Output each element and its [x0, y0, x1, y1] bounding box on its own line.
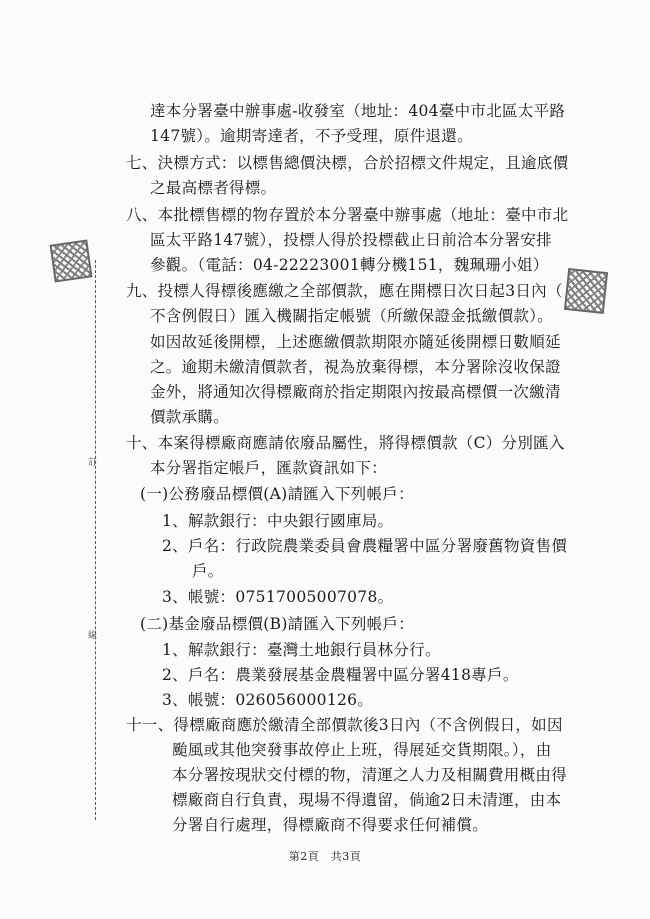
text-line: 十、本案得標廠商應請依廢品屬性，將得標價款（C）分別匯入 — [126, 434, 565, 452]
seal-stamp-left — [50, 240, 93, 283]
binding-mark-ding: 訂 — [88, 458, 98, 468]
text-line: 達本分署臺中辦事處-收發室（地址：404臺中市北區太平路 — [150, 102, 566, 120]
text-line: 標廠商自行負責，現場不得遺留，倘逾2日未清運，由本 — [172, 791, 562, 809]
text-line: 之。逾期未繳清價款者，視為放棄得標，本分署除沒收保證 — [150, 358, 561, 376]
text-line: 十一、得標廠商應於繳清全部價款後3日內（不含例假日，如因 — [126, 716, 563, 734]
text-line: 颱風或其他突發事故停止上班，得展延交貨期限。），由 — [172, 741, 552, 759]
text-line: 八、本批標售標的物存置於本分署臺中辦事處（地址：臺中市北 — [126, 206, 569, 224]
text-line: 3、帳號：026056000126。 — [162, 691, 374, 709]
text-line: 1、解款銀行：中央銀行國庫局。 — [162, 512, 394, 530]
text-line: 本分署按現狀交付標的物，清運之人力及相關費用概由得 — [172, 766, 568, 784]
text-line: 價款承購。 — [150, 408, 230, 426]
text-line: 1、解款銀行：臺灣土地銀行員林分行。 — [162, 641, 441, 659]
text-line: 本分署指定帳戶，匯款資訊如下： — [150, 459, 388, 477]
text-line: (二)基金廢品標價(B)請匯入下列帳戶： — [140, 615, 415, 633]
text-line: 如因故延後開標，上述應繳價款期限亦隨延後開標日數順延 — [150, 333, 561, 351]
text-line: (一)公務廢品標價(A)請匯入下列帳戶： — [140, 485, 414, 503]
seal-stamp-right — [564, 268, 608, 314]
text-line: 分署自行處理，得標廠商不得要求任何補償。 — [172, 816, 489, 834]
text-line: 七、決標方式：以標售總價決標，合於招標文件規定，且逾底價 — [126, 154, 569, 172]
text-line: 區太平路147號），投標人得於投標截止日前洽本分署安排 — [150, 231, 552, 249]
text-line: 戶。 — [192, 562, 224, 580]
text-line: 之最高標者得標。 — [150, 179, 277, 197]
text-line: 九、投標人得標後應繳之全部價款，應在開標日次日起3日內（ — [126, 282, 563, 300]
text-line: 金外，將通知次得標廠商於指定期限內按最高標價一次繳清 — [150, 383, 561, 401]
binding-line — [95, 260, 96, 820]
text-line: 2、戶名：農業發展基金農糧署中區分署418專戶。 — [162, 666, 519, 684]
binding-mark-xian: 線 — [88, 631, 98, 641]
text-line: 2、戶名：行政院農業委員會農糧署中區分署廢舊物資售價 — [162, 537, 568, 555]
text-line: 參觀。（電話：04-22223001轉分機151，魏珮珊小姐） — [150, 256, 549, 274]
text-line: 147號）。逾期寄達者，不予受理，原件退還。 — [150, 127, 473, 145]
page-number-footer: 第2頁 共3頁 — [288, 850, 362, 863]
text-line: 3、帳號：07517005007078。 — [162, 588, 394, 606]
text-line: 不含例假日）匯入機關指定帳號（所繳保證金抵繳價款）。 — [150, 307, 554, 325]
